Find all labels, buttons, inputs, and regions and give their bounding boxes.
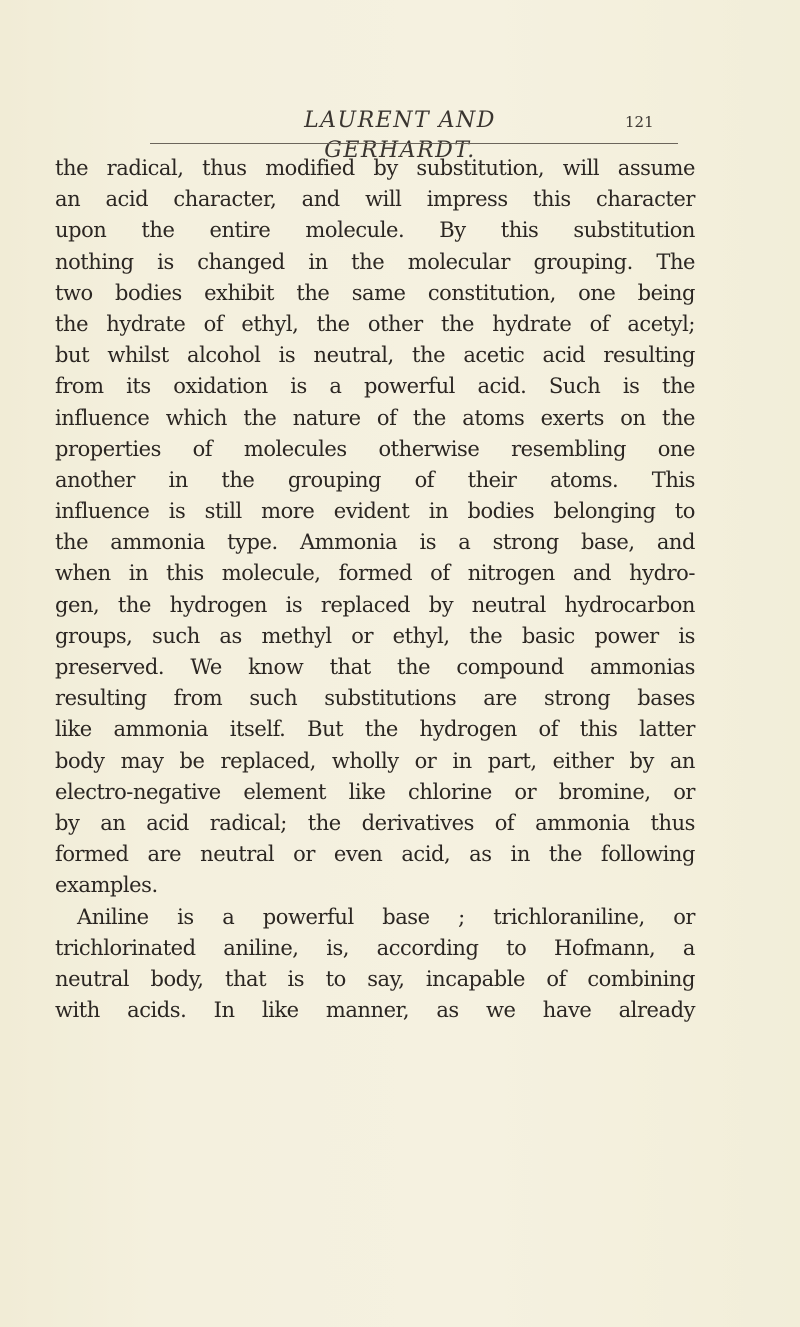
text-line: examples. [55,873,158,898]
text-line: properties of molecules otherwise resembling one [55,436,695,461]
running-title: LAURENT AND GERHARDT. [304,108,496,163]
text-line: resulting from such substitutions are strong bases [55,686,695,711]
text-line: when in this molecule, formed of nitrogen and hydro- [55,561,695,586]
text-line: the hydrate of ethyl, the other the hydrate of acetyl; [55,311,695,336]
text-line: another in the grouping of their atoms. This [55,467,695,492]
text-line: gen, the hydrogen is replaced by neutral hydrocarbon [55,592,695,617]
running-head [0,106,800,163]
header-rule [150,143,678,144]
text-line: preserved. We know that the compound ammonias [55,655,695,679]
text-line: an acid character, and will impress this character [55,187,695,212]
text-line: the ammonia type. Ammonia is a strong base, and [55,530,695,555]
text-line: from its oxidation is a powerful acid. Such is the [55,374,695,399]
text-line: the radical, thus modified by substitution, will assume [55,156,695,180]
text-line: with acids. In like manner, as we have already [55,998,695,1023]
text-line: upon the entire molecule. By this substitution [55,218,695,243]
text-line: but whilst alcohol is neutral, the acetic acid resulting [55,343,695,368]
text-line: trichlorinated aniline, is, according to Hofmann, a [55,935,695,960]
text-line: nothing is changed in the molecular grouping. The [55,249,695,274]
body-text [55,153,695,1026]
text-line: groups, such as methyl or ethyl, the basic power is [55,623,695,648]
text-line: like ammonia itself. But the hydrogen of this latter [55,717,695,742]
text-line: neutral body, that is to say, incapable of combining [55,966,695,991]
text-line: two bodies exhibit the same constitution, one being [55,280,695,305]
text-line: by an acid radical; the derivatives of ammonia thus [55,810,695,835]
page-number: 121 [625,113,654,131]
text-line: formed are neutral or even acid, as in the following [55,842,695,867]
text-line: influence which the nature of the atoms exerts on the [55,405,695,430]
text-line: body may be replaced, wholly or in part, either by an [55,748,695,773]
text-line: electro-negative element like chlorine or bromine, or [55,779,695,804]
text-line: Aniline is a powerful base ; trichloraniline, or [77,904,695,929]
text-line: influence is still more evident in bodies belonging to [55,499,695,524]
